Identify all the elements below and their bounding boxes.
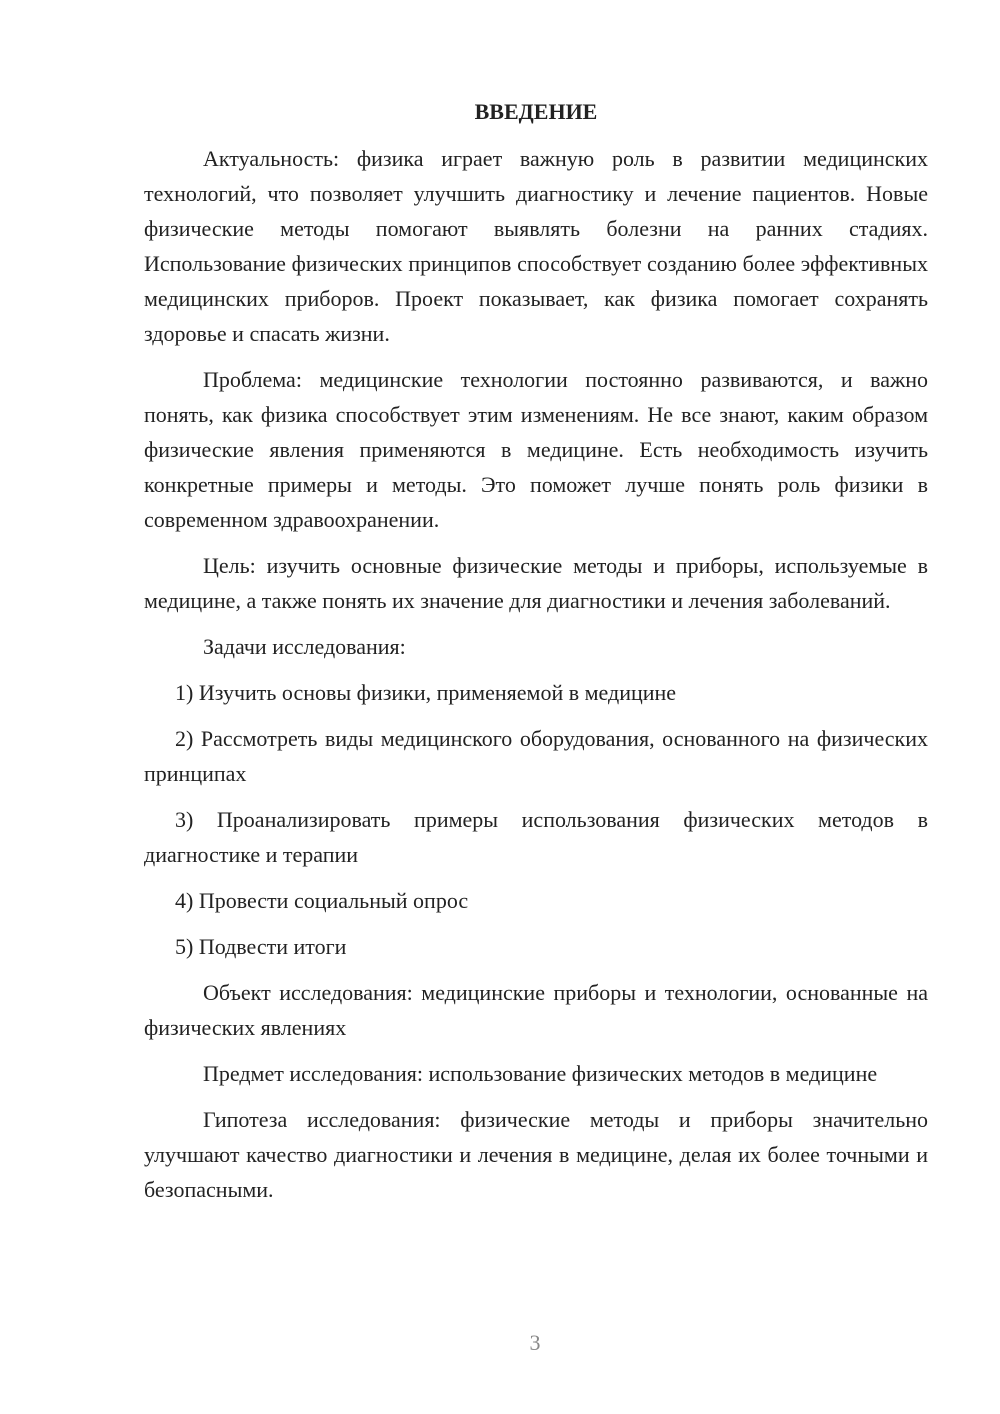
task-item-1: 1) Изучить основы физики, применяемой в медицине — [175, 680, 677, 705]
object-paragraph: Объект исследования: медицинские приборы и технологии, основанные на физических явлениях — [144, 980, 928, 1040]
tasks-heading: Задачи исследования: — [203, 634, 406, 659]
task-item-2: 2) Рассмотреть виды медицинского оборудования, основанного на физических принципах — [144, 726, 928, 786]
page-content — [144, 94, 928, 1218]
problem-paragraph: Проблема: медицинские технологии постоянно развиваются, и важно понять, как физика способствует этим изменениям. Не все знают, каким образом физические явления применяются в медицине. Есть необходимость изучить конкретные примеры и методы. Это поможет лучше понять роль физики в современном здравоохранении. — [144, 367, 928, 532]
task-item-3: 3) Проанализировать примеры использования физических методов в диагностике и терапии — [144, 807, 928, 867]
page-number: 3 — [529, 1330, 541, 1355]
page-title: ВВЕДЕНИЕ — [474, 99, 598, 124]
task-item-5: 5) Подвести итоги — [175, 934, 347, 959]
relevance-paragraph: Актуальность: физика играет важную роль в развитии медицинских технологий, что позволяет улучшить диагностику и лечение пациентов. Новые физические методы помогают выявлять болезни на ранних стадиях. Использование физических принципов способствует созданию более эффективных медицинских приборов. Проект показывает, как физика помогает сохранять здоровье и спасать жизни. — [144, 146, 928, 346]
goal-paragraph: Цель: изучить основные физические методы и приборы, используемые в медицине, а также понять их значение для диагностики и лечения заболеваний. — [144, 553, 928, 613]
hypothesis-paragraph: Гипотеза исследования: физические методы и приборы значительно улучшают качество диагностики и лечения в медицине, делая их более точными и безопасными. — [144, 1107, 928, 1202]
task-item-4: 4) Провести социальный опрос — [175, 888, 469, 913]
subject-paragraph: Предмет исследования: использование физических методов в медицине — [203, 1061, 878, 1086]
